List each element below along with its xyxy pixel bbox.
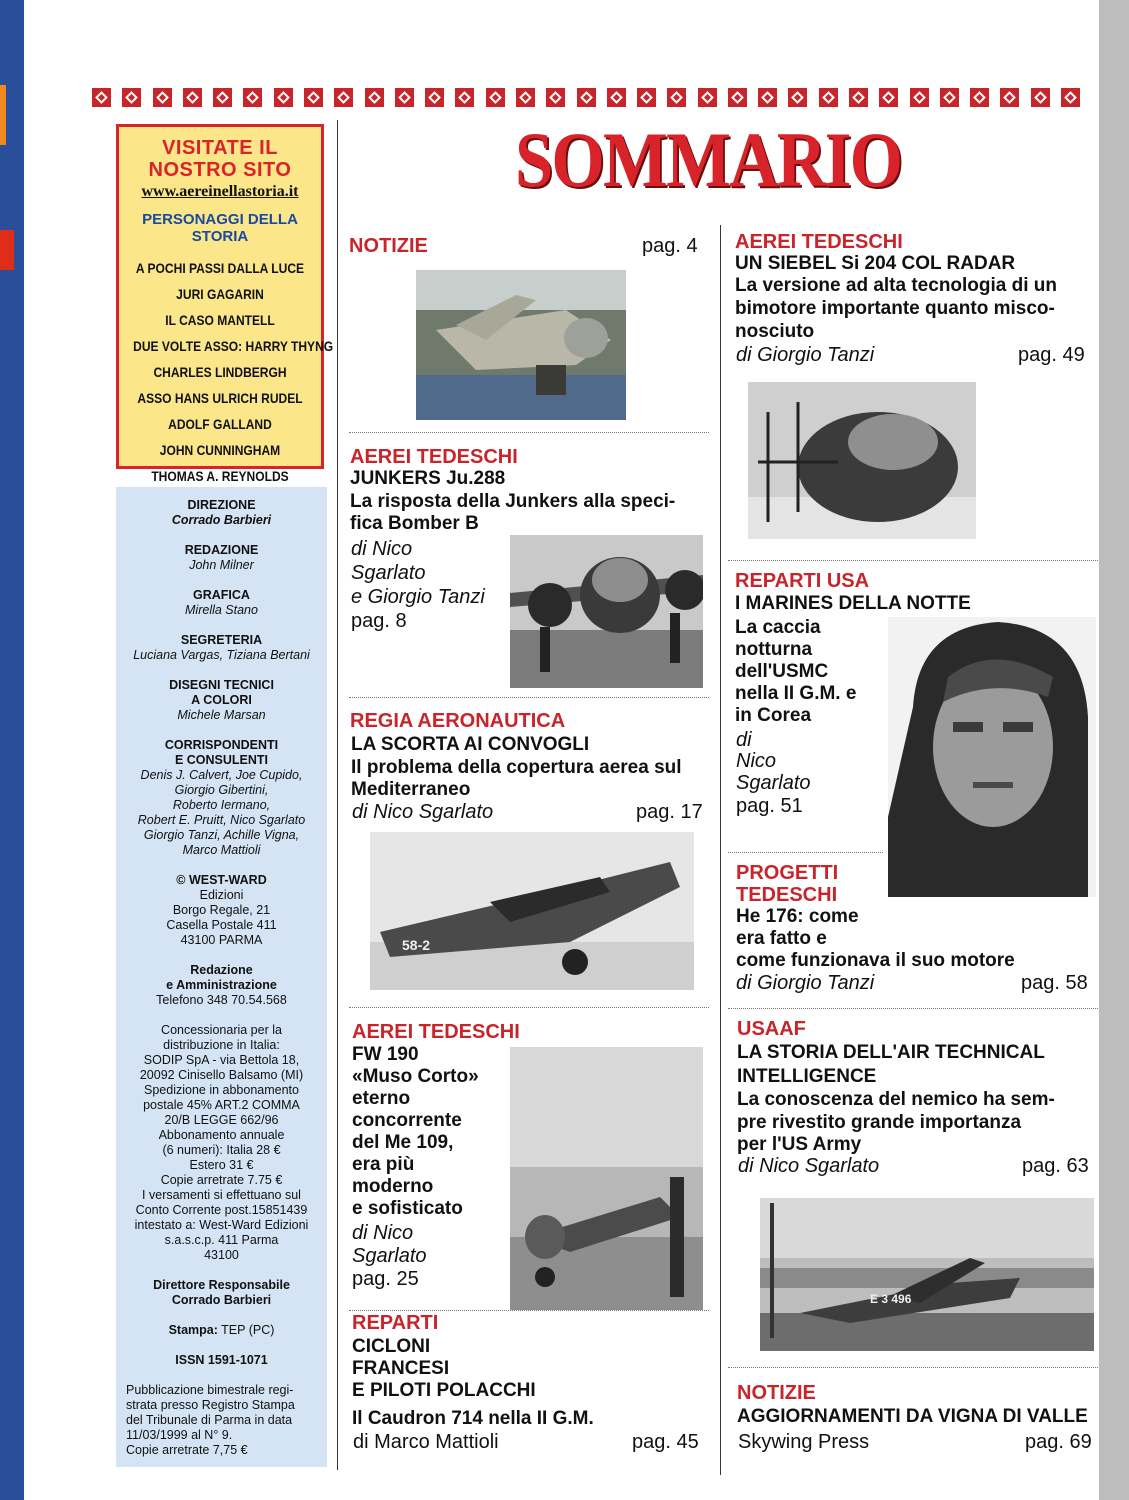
promo-subtitle: PERSONAGGI DELLA STORIA — [142, 211, 298, 245]
text-line: Denis J. Calvert, Joe Cupido, — [140, 768, 303, 782]
text-line: s.a.s.c.p. 411 Parma — [164, 1233, 279, 1247]
text-line: «Muso Corto» — [352, 1066, 479, 1087]
text-line: strata presso Registro Stampa — [126, 1398, 295, 1412]
promo-list — [119, 255, 334, 489]
article-summary: fica Bomber B — [350, 513, 479, 534]
contributors-list — [116, 768, 327, 858]
section-divider — [349, 697, 709, 698]
photo-aircraft-restoration — [416, 270, 626, 420]
article-title: INTELLIGENCE — [737, 1066, 877, 1087]
article-page: pag. 8 — [351, 610, 407, 632]
masthead-label: SEGRETERIA — [180, 633, 263, 647]
article-page: pag. 49 — [1018, 344, 1085, 366]
masthead-value: John Milner — [189, 558, 254, 572]
article-summary: Il Caudron 714 nella II G.M. — [352, 1408, 594, 1429]
article-summary — [736, 906, 1015, 972]
article-page: pag. 45 — [632, 1431, 699, 1453]
article-title — [352, 1044, 512, 1220]
border-tile — [1031, 88, 1050, 107]
article-category: NOTIZIE — [349, 235, 428, 257]
masthead-label: Direttore Responsabile — [153, 1278, 290, 1292]
border-tile — [849, 88, 868, 107]
article-author: di Nico — [352, 1222, 414, 1244]
article-title: I MARINES DELLA NOTTE — [735, 593, 971, 614]
article-category: AEREI TEDESCHI — [350, 446, 518, 468]
border-tile — [334, 88, 353, 107]
border-tile — [213, 88, 232, 107]
border-tile — [395, 88, 414, 107]
promo-title-line: VISITATE IL — [162, 137, 278, 159]
column-divider — [337, 120, 338, 1470]
photo-fw190 — [510, 1047, 703, 1310]
article-category: USAAF — [737, 1018, 806, 1040]
text-line: JOHN CUNNINGHAM — [159, 442, 281, 458]
text-line: Marco Mattioli — [182, 843, 261, 857]
photo-siebel-radar — [748, 382, 976, 539]
photo-italian-bomber — [370, 832, 694, 990]
border-tile — [758, 88, 777, 107]
text-line: 43100 PARMA — [180, 933, 263, 947]
text-line: in Corea — [735, 705, 812, 726]
article-summary: bimotore importante quanto misco- — [735, 298, 1055, 319]
article-page: pag. 58 — [1021, 972, 1088, 994]
border-tile — [637, 88, 656, 107]
border-tile — [819, 88, 838, 107]
text-line: He 176: come — [736, 906, 859, 927]
text-line: eterno — [352, 1088, 411, 1109]
masthead-label: Corrado Barbieri — [171, 1293, 272, 1307]
article-page: pag. 25 — [352, 1268, 419, 1290]
text-line: era fatto e — [736, 928, 827, 949]
article-author: Sgarlato — [352, 1245, 427, 1267]
text-line: Conto Corrente post.15851439 — [135, 1203, 308, 1217]
masthead-label: DIREZIONE — [187, 498, 256, 512]
page-edge-shadow — [1099, 0, 1129, 1500]
article-author: Nico — [736, 750, 777, 772]
article-summary — [735, 617, 885, 727]
section-divider — [728, 560, 1098, 561]
text-line: Spedizione in abbonamento — [144, 1083, 299, 1097]
border-tile — [577, 88, 596, 107]
article-summary: Mediterraneo — [351, 779, 471, 800]
photo-captured-fighter-display — [760, 1198, 1094, 1351]
border-tile — [425, 88, 444, 107]
masthead-label: A COLORI — [191, 693, 252, 707]
text-line: del Me 109, — [352, 1132, 454, 1153]
text-line: DUE VOLTE ASSO: HARRY THYNG — [133, 338, 334, 354]
article-author: di — [736, 729, 752, 751]
spine-accent — [0, 85, 6, 145]
border-tile — [667, 88, 686, 107]
phone-number: Telefono 348 70.54.568 — [156, 993, 287, 1007]
page-title: SOMMARIO — [515, 116, 902, 203]
article-summary: nosciuto — [735, 321, 815, 342]
border-tile — [910, 88, 929, 107]
border-tile — [1061, 88, 1080, 107]
masthead-value: Michele Marsan — [177, 708, 266, 722]
border-tile — [940, 88, 959, 107]
magazine-spine — [0, 0, 24, 1500]
border-tile — [1000, 88, 1019, 107]
text-line: Robert E. Pruitt, Nico Sgarlato — [137, 813, 306, 827]
masthead-label: CORRISPONDENTI — [164, 738, 279, 752]
masthead-label: Redazione — [190, 963, 253, 977]
article-category: REPARTI USA — [735, 570, 870, 592]
border-tile — [698, 88, 717, 107]
section-divider — [728, 1367, 1098, 1368]
article-author: di Giorgio Tanzi — [736, 344, 875, 366]
article-author: e Giorgio Tanzi — [351, 586, 485, 608]
section-divider — [728, 852, 883, 853]
article-author: di Giorgio Tanzi — [736, 972, 875, 994]
text-line: 20/B LEGGE 662/96 — [164, 1113, 279, 1127]
border-tile — [183, 88, 202, 107]
text-line: E PILOTI POLACCHI — [352, 1380, 536, 1401]
text-line: JURI GAGARIN — [176, 286, 264, 302]
column-divider — [720, 225, 721, 1475]
text-line: CICLONI — [352, 1336, 431, 1357]
text-line: Estero 31 € — [189, 1158, 254, 1172]
section-divider — [349, 1007, 709, 1008]
section-divider — [349, 432, 709, 433]
article-title: JUNKERS Ju.288 — [350, 468, 506, 489]
text-line: I versamenti si effettuano sul — [142, 1188, 301, 1202]
text-line: Copie arretrate 7.75 € — [160, 1173, 283, 1187]
text-line: Giorgio Gibertini, — [174, 783, 269, 797]
text-line: e sofisticato — [352, 1198, 463, 1219]
text-line: IL CASO MANTELL — [165, 312, 275, 328]
article-category: PROGETTI — [736, 862, 839, 884]
border-tile — [92, 88, 111, 107]
text-line: (6 numeri): Italia 28 € — [162, 1143, 281, 1157]
distribution-info — [116, 1023, 327, 1263]
text-line: CHARLES LINDBERGH — [153, 364, 287, 380]
article-page: pag. 63 — [1022, 1155, 1089, 1177]
text-line: 43100 — [204, 1248, 239, 1262]
text-line: FRANCESI — [352, 1358, 450, 1379]
article-category: REPARTI — [352, 1312, 439, 1334]
article-summary: La versione ad alta tecnologia di un — [735, 275, 1058, 296]
border-tile — [365, 88, 384, 107]
photo-junkers-ju288 — [510, 535, 703, 688]
aircraft-code: E 3 496 — [870, 1292, 912, 1306]
aircraft-code: 58-2 — [402, 937, 431, 953]
text-line: Casella Postale 411 — [166, 918, 277, 932]
text-line: Edizioni — [199, 888, 244, 902]
border-tile — [486, 88, 505, 107]
border-tile — [879, 88, 898, 107]
border-tile — [516, 88, 535, 107]
border-tile — [304, 88, 323, 107]
text-line: postale 45% ART.2 COMMA — [143, 1098, 300, 1112]
publisher-address — [116, 888, 327, 948]
text-line: La caccia — [735, 617, 821, 638]
text-line: Concessionaria per la — [161, 1023, 282, 1037]
article-category: REGIA AERONAUTICA — [350, 710, 566, 732]
promo-title — [119, 137, 321, 181]
article-category: AEREI TEDESCHI — [352, 1021, 520, 1043]
text-line: dell'USMC — [735, 661, 829, 682]
text-line: concorrente — [352, 1110, 462, 1131]
border-tile — [728, 88, 747, 107]
text-line: nella II G.M. e — [735, 683, 857, 704]
border-tile — [607, 88, 626, 107]
masthead-value: TEP (PC) — [221, 1323, 275, 1337]
text-line: Giorgio Tanzi, Achille Vigna, — [143, 828, 300, 842]
border-tile — [970, 88, 989, 107]
text-line: SODIP SpA - via Bettola 18, — [143, 1053, 300, 1067]
text-line: A POCHI PASSI DALLA LUCE — [135, 260, 305, 276]
spine-accent — [0, 230, 14, 270]
border-tile — [455, 88, 474, 107]
article-author: Sgarlato — [351, 562, 426, 584]
masthead — [116, 487, 327, 1467]
text-line: distribuzione in Italia: — [163, 1038, 280, 1052]
article-summary: Il problema della copertura aerea sul — [351, 757, 682, 778]
printer-line — [116, 1323, 327, 1338]
text-line: del Tribunale di Parma in data — [126, 1413, 293, 1427]
text-line: Roberto Iermano, — [172, 798, 271, 812]
article-page: pag. 69 — [1025, 1431, 1092, 1453]
article-author: Sgarlato — [736, 772, 811, 794]
photo-marine-pilot — [888, 617, 1096, 897]
border-tile — [788, 88, 807, 107]
border-tile — [546, 88, 565, 107]
article-title: AGGIORNAMENTI DA VIGNA DI VALLE — [737, 1406, 1088, 1427]
text-line: Pubblicazione bimestrale regi- — [126, 1383, 294, 1397]
masthead-value: Corrado Barbieri — [171, 513, 272, 527]
masthead-value: Mirella Stano — [185, 603, 258, 617]
text-line: ADOLF GALLAND — [168, 416, 272, 432]
text-line: 11/03/1999 al N° 9. — [126, 1428, 233, 1442]
website-link[interactable]: www.aereinellastoria.it — [141, 183, 299, 200]
border-tile — [274, 88, 293, 107]
article-summary: La conoscenza del nemico ha sem- — [737, 1089, 1055, 1110]
article-author: di Nico — [351, 538, 413, 560]
article-title: LA STORIA DELL'AIR TECHNICAL — [737, 1042, 1045, 1063]
text-line: THOMAS A. REYNOLDS — [151, 468, 289, 484]
article-summary: La risposta della Junkers alla speci- — [350, 491, 676, 512]
text-line: Borgo Regale, 21 — [172, 903, 271, 917]
website-promo-box — [116, 124, 334, 484]
decorative-border — [92, 88, 1080, 108]
masthead-label: Stampa: — [168, 1323, 218, 1337]
section-divider — [349, 1310, 709, 1311]
article-category: TEDESCHI — [736, 884, 838, 906]
masthead-label: REDAZIONE — [184, 543, 259, 557]
text-line: intestato a: West-Ward Edizioni — [134, 1218, 309, 1232]
masthead-label: © WEST-WARD — [176, 873, 267, 887]
text-line: Copie arretrate 7,75 € — [126, 1443, 248, 1457]
masthead-label: GRAFICA — [193, 588, 250, 602]
text-line: notturna — [735, 639, 813, 660]
article-page: pag. 51 — [736, 795, 803, 817]
article-title: LA SCORTA AI CONVOGLI — [351, 734, 590, 755]
publication-notice — [116, 1383, 327, 1458]
masthead-label: e Amministrazione — [166, 978, 277, 992]
article-page: pag. 4 — [642, 235, 698, 257]
text-line: era più — [352, 1154, 415, 1175]
section-divider — [728, 1008, 1098, 1009]
article-page: pag. 17 — [636, 801, 703, 823]
issn: ISSN 1591-1071 — [175, 1353, 268, 1367]
border-tile — [153, 88, 172, 107]
border-tile — [243, 88, 262, 107]
text-line: 20092 Cinisello Balsamo (MI) — [139, 1068, 304, 1082]
article-category: AEREI TEDESCHI — [735, 231, 903, 253]
article-category: NOTIZIE — [737, 1382, 816, 1404]
article-author: di Nico Sgarlato — [738, 1155, 880, 1177]
article-author: Skywing Press — [738, 1431, 870, 1453]
article-title: UN SIEBEL Si 204 COL RADAR — [735, 253, 1016, 274]
article-author: di Marco Mattioli — [353, 1431, 499, 1453]
article-title — [352, 1336, 536, 1402]
text-line: FW 190 — [352, 1044, 419, 1065]
article-author: di Nico Sgarlato — [352, 801, 494, 823]
text-line: Abbonamento annuale — [158, 1128, 285, 1142]
promo-title-line: NOSTRO SITO — [148, 159, 292, 181]
article-summary: per l'US Army — [737, 1134, 862, 1155]
masthead-value: Luciana Vargas, Tiziana Bertani — [133, 648, 310, 662]
text-line: come funzionava il suo motore — [736, 950, 1015, 971]
border-tile — [122, 88, 141, 107]
text-line: ASSO HANS ULRICH RUDEL — [137, 390, 303, 406]
masthead-label: DISEGNI TECNICI — [169, 678, 274, 692]
text-line: moderno — [352, 1176, 434, 1197]
masthead-label: E CONSULENTI — [174, 753, 269, 767]
article-summary: pre rivestito grande importanza — [737, 1112, 1022, 1133]
